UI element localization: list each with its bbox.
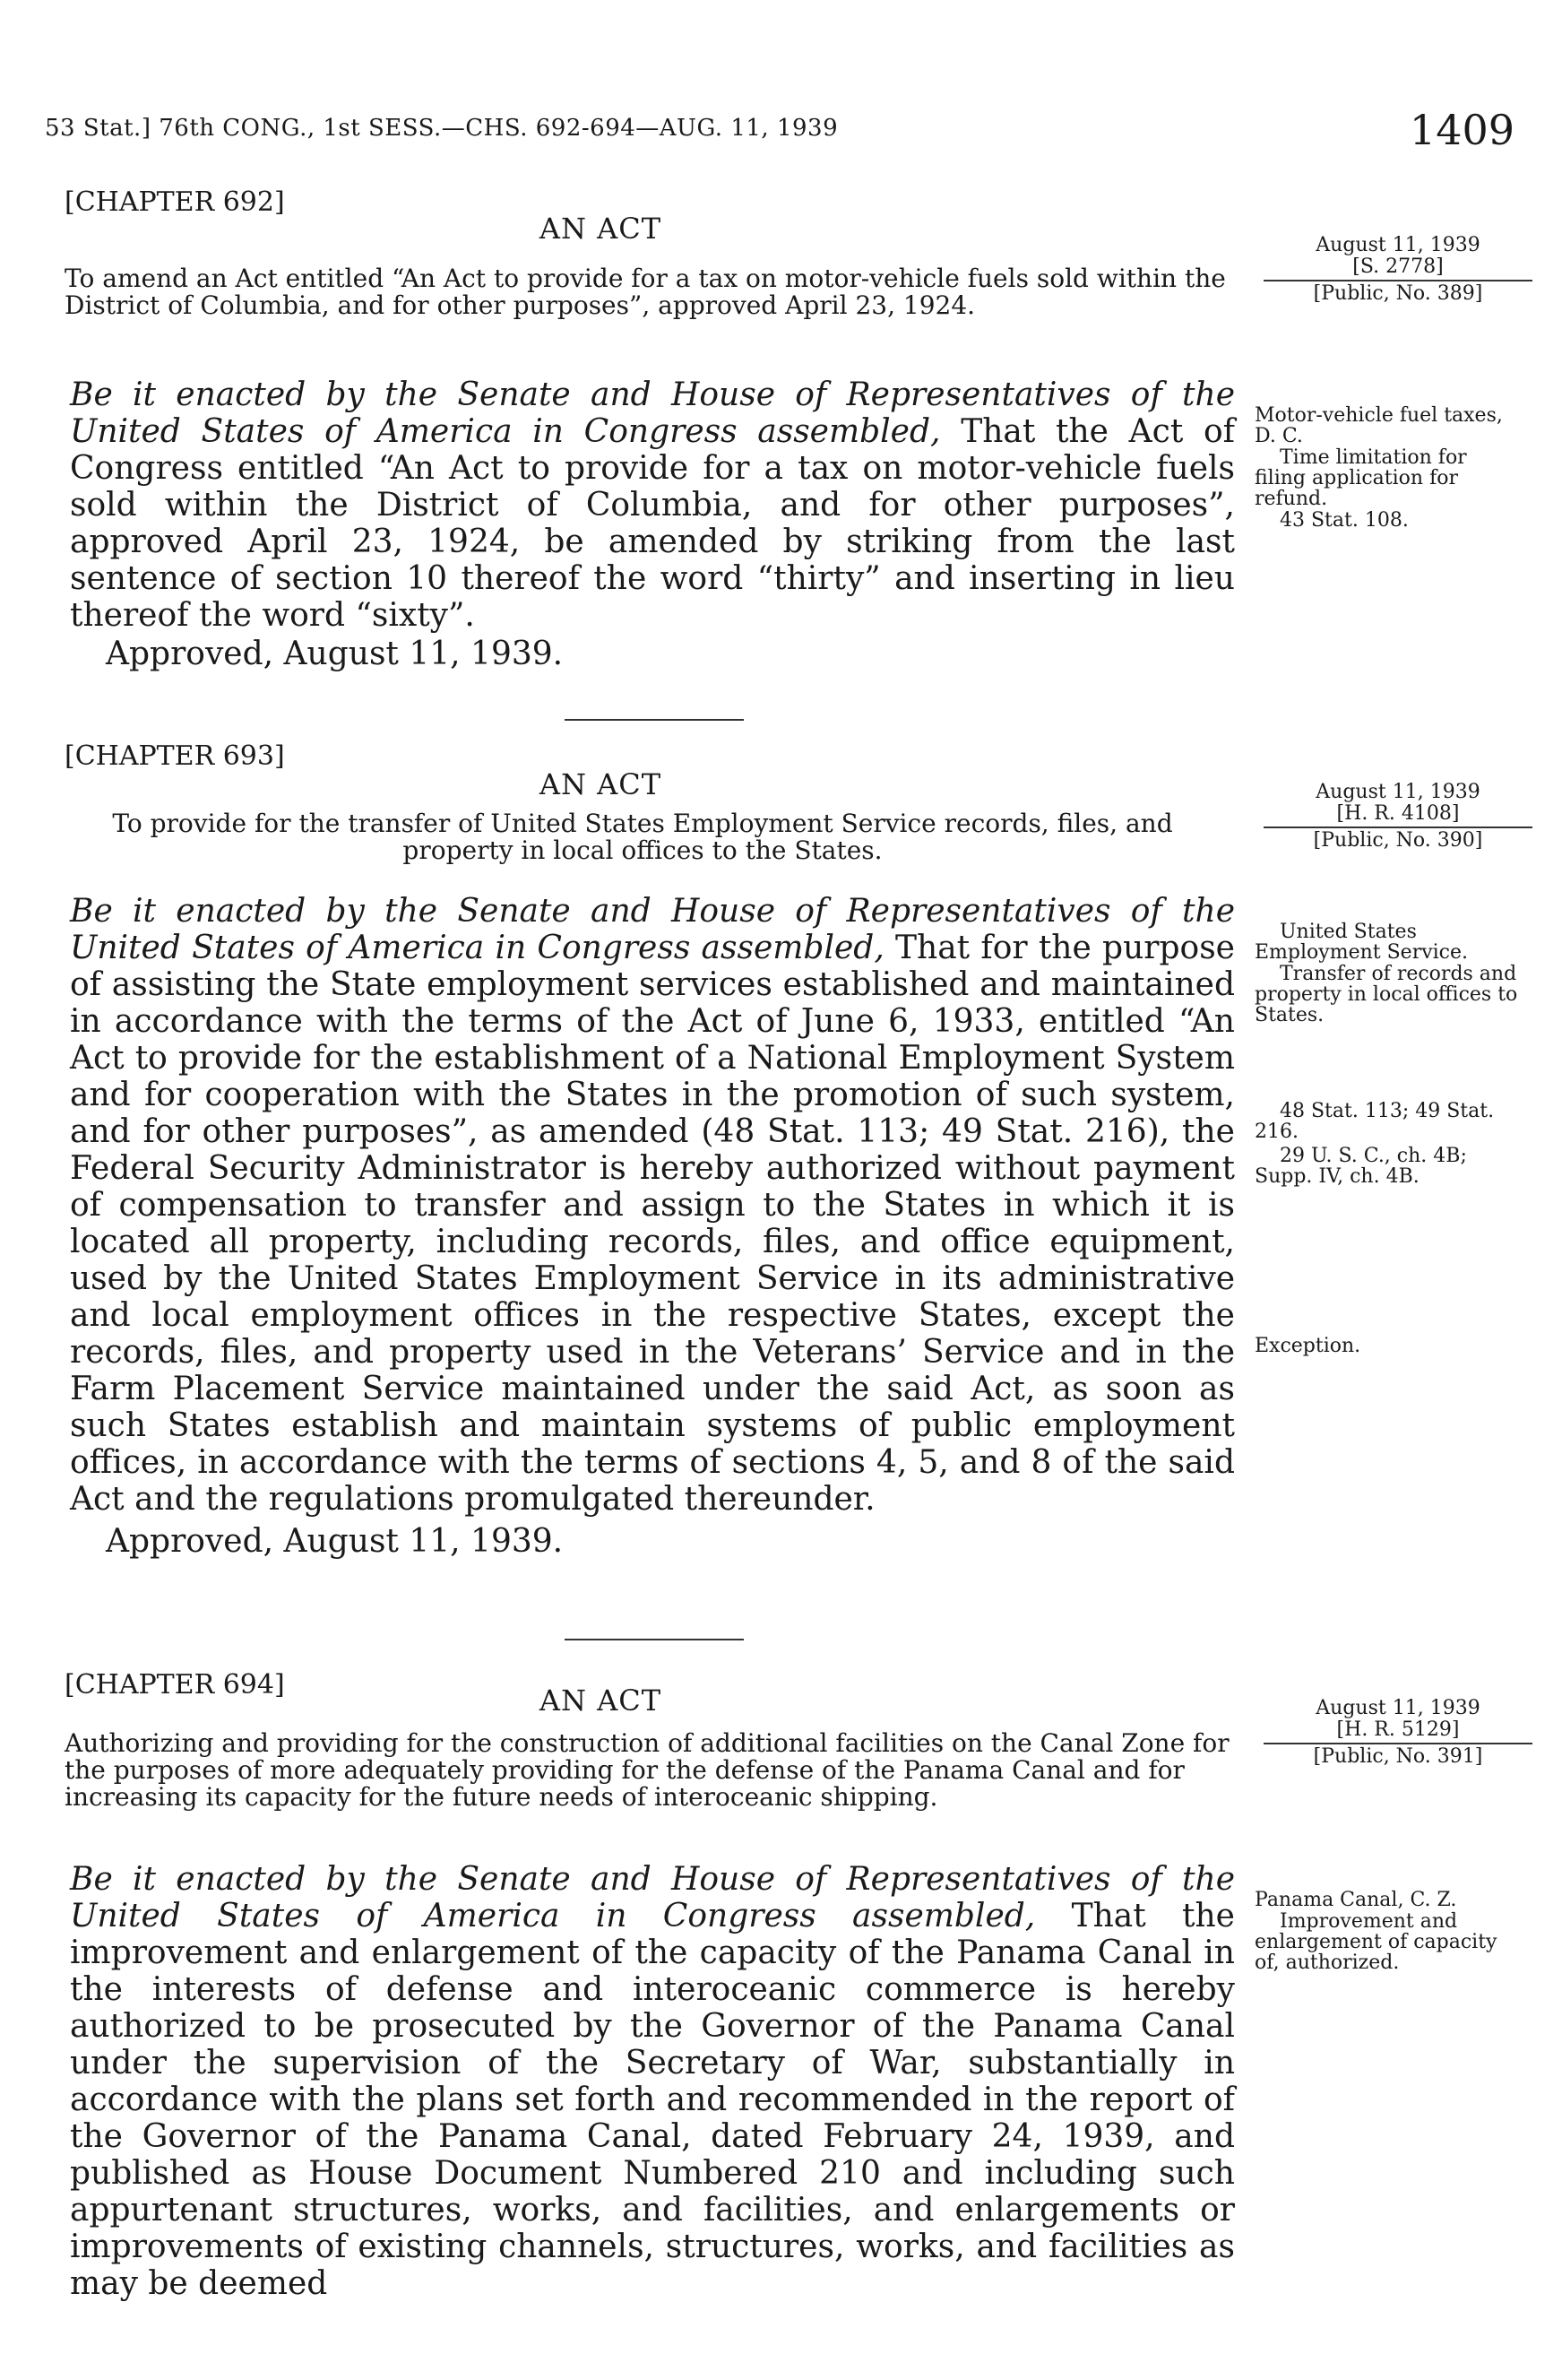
margin-bill: [S. 2778] [1352, 255, 1444, 278]
margin-notes [1255, 1890, 1523, 1974]
margin-note: United States Employment Service. [1255, 921, 1469, 964]
enacting-clause: Be it enacted by the Senate and House of Representatives of the United States of America in Congress assembled, [70, 1861, 1235, 1934]
approved-line: Approved, August 11, 1939. [106, 636, 564, 672]
margin-notes [1255, 921, 1523, 1357]
act-body [70, 893, 1235, 1560]
act-title: To provide for the transfer of United States Employment Service records, files, and property in local offices to the States. [112, 809, 1173, 865]
act-heading: AN ACT [539, 1683, 662, 1718]
margin-note: Transfer of records and property in local offices to States. [1255, 963, 1518, 1026]
margin-date: August 11, 1939 [1316, 781, 1480, 803]
act-body [70, 376, 1235, 672]
act-heading: AN ACT [539, 212, 662, 246]
section-divider [565, 1639, 744, 1640]
margin-public-law: [Public, No. 389] [1264, 280, 1532, 305]
enacting-clause: Be it enacted by the Senate and House of Representatives of the United States of America in Congress assembled, [70, 376, 1235, 450]
margin-note: 48 Stat. 113; 49 Stat. 216. [1255, 1100, 1495, 1143]
margin-note: Motor-vehicle fuel taxes, D. C. [1255, 404, 1503, 447]
page-number: 1409 [1409, 106, 1515, 154]
margin-note: 29 U. S. C., ch. 4B; Supp. IV, ch. 4B. [1255, 1145, 1467, 1188]
enacting-clause: Be it enacted by the Senate and House of Representatives of the United States of America in Congress assembled, [70, 893, 1235, 966]
margin-date-block [1264, 1698, 1532, 1768]
margin-bill: [H. R. 4108] [1336, 802, 1460, 825]
margin-note: 43 Stat. 108. [1280, 509, 1409, 532]
margin-notes [1255, 405, 1523, 532]
chapter-label: [CHAPTER 693] [65, 740, 285, 772]
act-title: Authorizing and providing for the construction of additional facilities on the Canal Zone for the purposes of more adequately providing for the defense of the Panama Canal and for increasing its capacity for the future needs of interoceanic shipping. [65, 1728, 1230, 1812]
act-body [70, 1861, 1235, 2302]
margin-date: August 11, 1939 [1316, 234, 1480, 256]
margin-public-law: [Public, No. 391] [1264, 1743, 1532, 1768]
approved-line: Approved, August 11, 1939. [106, 1523, 564, 1560]
running-head: 53 Stat.] 76th CONG., 1st SESS.—CHS. 692-694—AUG. 11, 1939 [45, 115, 839, 142]
margin-public-law: [Public, No. 390] [1264, 827, 1532, 852]
margin-date-block [1264, 782, 1532, 852]
act-heading: AN ACT [539, 767, 662, 801]
chapter-label: [CHAPTER 694] [65, 1669, 285, 1701]
margin-date: August 11, 1939 [1316, 1697, 1480, 1719]
act-text: That for the purpose of assisting the State employment services established and maintained in accordance with the terms of the Act of June 6, 1933, entitled “An Act to provide for the establishment of a National Employment System and for cooperation with the States in the promotion of such system, and for other purposes”, as amended (48 Stat. 113; 49 Stat. 216), the Federal Security Administrator is hereby authorized without payment of compensation to transfer and assign to the States in which it is located all property, including records, files, and office equipment, used by the United States Employment Service in its administrative and local employment offices in the respective States, except the records, files, and property used in the Veterans’ Service and in the Farm Placement Service maintained under the said Act, as soon as such States establish and maintain systems of public employment offices, in accordance with the terms of sections 4, 5, and 8 of the said Act and the regulations promulgated thereunder. [70, 930, 1235, 1518]
margin-note: Exception. [1255, 1335, 1361, 1357]
act-title: To amend an Act entitled “An Act to provide for a tax on motor-vehicle fuels sold within the District of Columbia, and for other purposes”, approved April 23, 1924. [65, 264, 1226, 320]
chapter-label: [CHAPTER 692] [65, 186, 285, 218]
margin-bill: [H. R. 5129] [1336, 1718, 1460, 1741]
act-text: That the improvement and enlargement of the capacity of the Panama Canal in the interests of defense and interoceanic commerce is hereby authorized to be prosecuted by the Governor of the Panama Canal under the supervision of the Secretary of War, substantially in accordance with the plans set forth and recommended in the report of the Governor of the Panama Canal, dated February 24, 1939, and published as House Document Numbered 210 and including such appurtenant structures, works, and facilities, and enlargements or improvements of existing channels, structures, works, and facilities as may be deemed [70, 1898, 1235, 2302]
act-text: That the Act of Congress entitled “An Act to provide for a tax on motor-vehicle fuels sold within the District of Columbia, and for other purposes”, approved April 23, 1924, be amended by striking from the last sentence of section 10 thereof the word “thirty” and inserting in lieu thereof the word “sixty”. [70, 413, 1235, 634]
margin-date-block [1264, 235, 1532, 305]
section-divider [565, 719, 744, 721]
margin-note: Time limitation for filing application for refund. [1255, 446, 1467, 510]
margin-note: Panama Canal, C. Z. [1255, 1889, 1457, 1911]
margin-note: Improvement and enlargement of capacity of, authorized. [1255, 1910, 1497, 1974]
